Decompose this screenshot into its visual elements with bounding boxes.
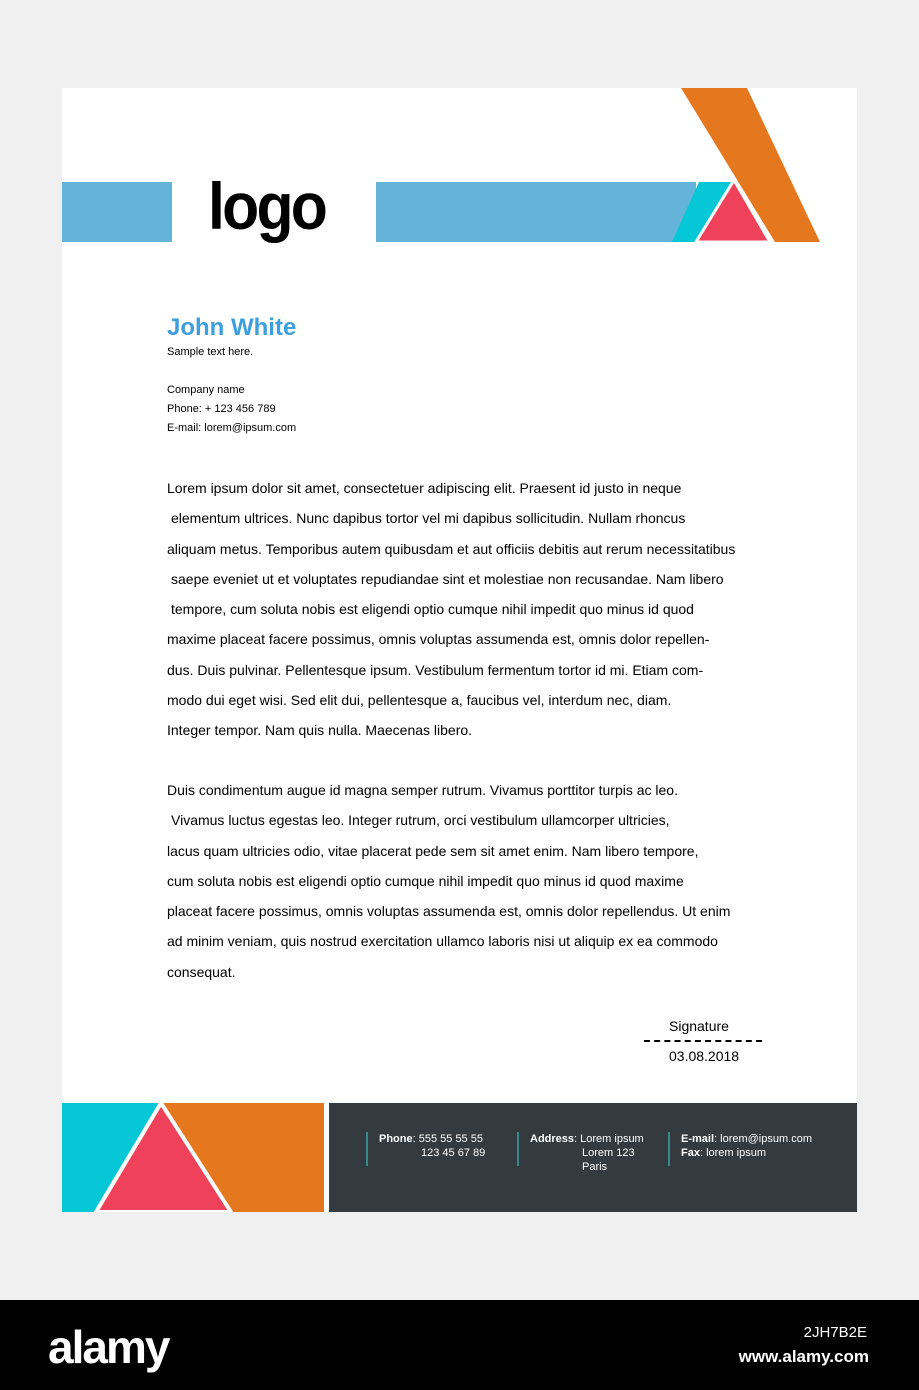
text-line: aliquam metus. Temporibus autem quibusdam et aut officiis debitis aut rerum necessitatibus	[167, 540, 736, 557]
text-line: ad minim veniam, quis nostrud exercitation ullamco laboris nisi ut aliquip ex ea commodo	[167, 933, 718, 950]
sender-phone: Phone: + 123 456 789	[167, 403, 276, 415]
text-line: consequat.	[167, 963, 236, 980]
text-line: maxime placeat facere possimus, omnis voluptas assumenda est, omnis dolor repellen-	[167, 631, 710, 648]
footer-address-label: Address	[530, 1133, 575, 1145]
footer-phone-value: : 555 55 55 55	[412, 1133, 483, 1145]
text-line: dus. Duis pulvinar. Pellentesque ipsum. Vestibulum fermentum tortor id mi. Etiam com-	[167, 661, 704, 678]
text-line: Vivamus luctus egestas leo. Integer rutrum, orci vestibulum ullamcorper ultricies,	[171, 812, 670, 829]
text-line: tempore, cum soluta nobis est eligendi optio cumque nihil impedit quo minus id quod	[171, 601, 694, 618]
footer-contact-bar	[329, 1103, 857, 1212]
signature-date: 03.08.2018	[669, 1048, 740, 1064]
text-line: elementum ultrices. Nunc dapibus tortor vel mi dapibus sollicitudin. Nullam rhoncus	[171, 510, 686, 527]
footer-address-line-2: Lorem 123	[582, 1147, 635, 1159]
footer-email-fax	[668, 1132, 812, 1166]
stock-watermark-bar	[0, 1300, 919, 1390]
footer-address-line-3: Paris	[582, 1161, 608, 1173]
letter-paragraph-1	[167, 473, 787, 746]
stock-url: www.alamy.com	[738, 1347, 869, 1366]
footer-phone-value-2: 123 45 67 89	[421, 1147, 486, 1159]
text-line: saepe eveniet ut et voluptates repudiandae sint et molestiae non recusandae. Nam libero	[171, 570, 724, 587]
header-right-bar	[376, 182, 696, 242]
sender-tagline: Sample text here.	[167, 346, 254, 358]
text-line: cum soluta nobis est eligendi optio cumque nihil impedit quo minus id quod maxime	[167, 872, 684, 889]
text-line: placeat facere possimus, omnis voluptas assumenda est, omnis dolor repellendus. Ut enim	[167, 903, 731, 920]
sender-name: John White	[167, 314, 297, 341]
stock-logo: alamy	[48, 1321, 169, 1373]
logo: logo	[208, 169, 326, 243]
sender-email: E-mail: lorem@ipsum.com	[167, 422, 297, 434]
signature-line	[644, 1040, 762, 1042]
footer-triangle-graphic	[62, 1103, 324, 1212]
header-triangle-graphic	[662, 88, 822, 244]
footer-address	[517, 1132, 644, 1173]
text-line: modo dui eget wisi. Sed elit dui, pellentesque a, faucibus vel, interdum nec, diam.	[167, 692, 672, 709]
text-line: Integer tempor. Nam quis nulla. Maecenas libero.	[167, 722, 473, 739]
footer-email-label: E-mail	[681, 1133, 715, 1145]
text-line: lacus quam ultricies odio, vitae placerat pede sem sit amet enim. Nam libero tempore,	[167, 842, 699, 859]
signature-label: Signature	[669, 1018, 729, 1034]
footer-fax-value: : lorem ipsum	[699, 1147, 766, 1159]
company-name: Company name	[167, 384, 245, 396]
header-left-bar	[62, 182, 172, 242]
footer-fax-label: Fax	[681, 1147, 700, 1159]
footer-phone	[366, 1132, 485, 1166]
letterhead-page	[62, 88, 857, 1212]
footer-email-value: : lorem@ipsum.com	[714, 1133, 812, 1145]
text-line: Lorem ipsum dolor sit amet, consectetuer adipiscing elit. Praesent id justo in neque	[167, 480, 682, 496]
letter-paragraph-2	[167, 775, 787, 987]
footer-phone-label: Phone	[379, 1133, 413, 1145]
text-line: Duis condimentum augue id magna semper rutrum. Vivamus porttitor turpis ac leo.	[167, 782, 678, 798]
footer-address-line-1: : Lorem ipsum	[574, 1133, 644, 1145]
stock-image-id: 2JH7B2E	[803, 1324, 867, 1341]
